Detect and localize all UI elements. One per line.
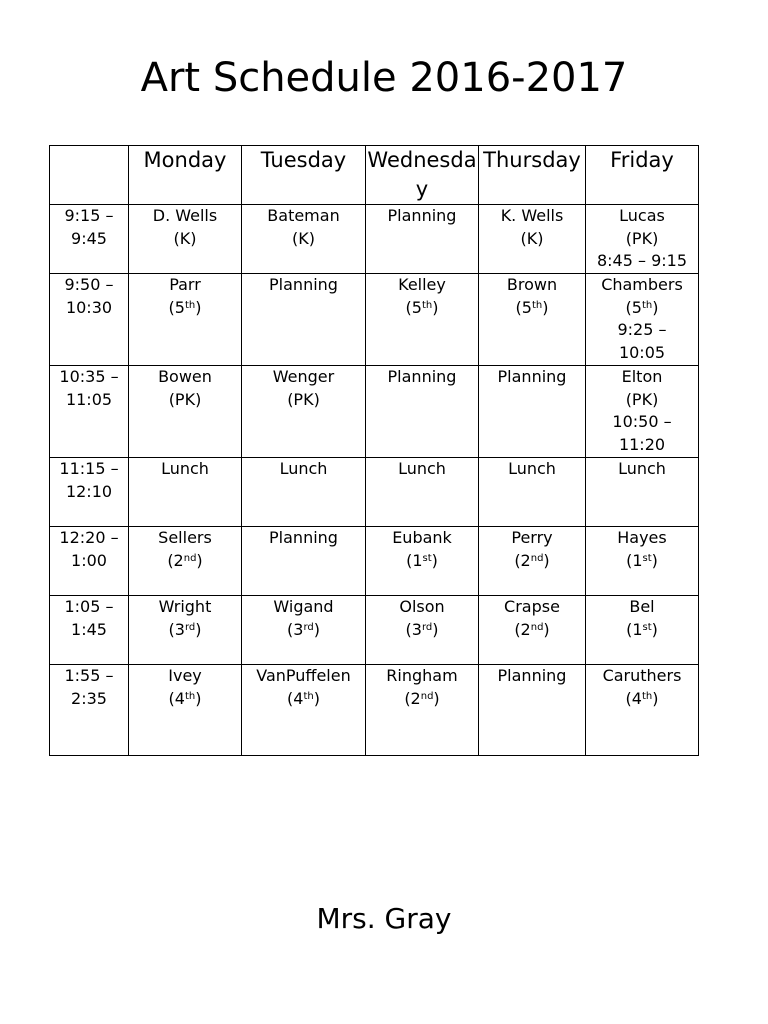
class-cell-tuesday (242, 527, 366, 596)
class-cell-line (586, 434, 698, 457)
line-text: Bateman (267, 206, 340, 225)
class-cell-thursday (479, 205, 586, 274)
class-cell-line (242, 205, 365, 228)
line-text: Wenger (272, 367, 335, 386)
line-text: (5 (168, 297, 185, 317)
class-cell-line (586, 228, 698, 251)
grade-ordinal-suffix: nd (530, 621, 544, 633)
line-text-closing: ) (542, 297, 549, 317)
class-cell-line (366, 619, 478, 642)
class-cell-monday (129, 274, 242, 366)
class-cell-wednesday (366, 458, 479, 527)
class-cell-line (479, 527, 585, 550)
class-cell-wednesday (366, 366, 479, 458)
class-cell-tuesday (242, 458, 366, 527)
grade-ordinal-suffix: st (422, 552, 432, 564)
line-text: VanPuffelen (256, 666, 351, 685)
class-cell-wednesday (366, 274, 479, 366)
teacher-name: Mrs. Gray (316, 902, 452, 935)
day-header-monday: Monday (129, 146, 242, 205)
table-row (50, 458, 699, 527)
class-cell-monday (129, 596, 242, 665)
class-cell-line (586, 688, 698, 711)
line-text-closing: ) (432, 619, 439, 639)
class-cell-line (366, 596, 478, 619)
line-text: 11:20 (618, 434, 666, 454)
class-cell-line (242, 389, 365, 412)
day-header-tuesday: Tuesday (242, 146, 366, 205)
class-cell-line (242, 665, 365, 688)
grade-ordinal-suffix: rd (184, 621, 196, 633)
class-cell-thursday (479, 665, 586, 756)
line-text: (5 (405, 297, 422, 317)
line-text: Lunch (161, 459, 209, 478)
line-text: Lunch (618, 459, 666, 478)
class-cell-line (586, 297, 698, 320)
class-cell-line (586, 205, 698, 228)
grade-ordinal-suffix: th (531, 299, 543, 311)
line-text-closing: ) (652, 688, 659, 708)
day-header-wednesday: Wednesday (366, 146, 479, 205)
class-cell-line (586, 619, 698, 642)
class-cell-tuesday (242, 665, 366, 756)
line-text-closing: ) (652, 297, 659, 317)
class-cell-line (586, 342, 698, 365)
line-text: Bowen (158, 367, 212, 386)
line-text: (PK) (625, 389, 659, 409)
grade-ordinal-suffix: st (642, 552, 652, 564)
class-cell-tuesday (242, 366, 366, 458)
class-cell-line (586, 550, 698, 573)
class-cell-line (129, 527, 241, 550)
class-cell-line (479, 228, 585, 251)
line-text: (PK) (168, 389, 202, 409)
grade-ordinal-suffix: th (303, 690, 314, 702)
line-text: Caruthers (602, 666, 682, 685)
class-cell-line (129, 366, 241, 389)
line-text: Lucas (619, 206, 665, 225)
class-cell-wednesday (366, 665, 479, 756)
class-cell-line (366, 550, 478, 573)
line-text: (1 (626, 619, 643, 639)
time-slot-cell: 9:50 – 10:30 (50, 274, 129, 366)
line-text: 10:05 (618, 342, 666, 362)
class-cell-line (479, 274, 585, 297)
line-text: Ringham (386, 666, 458, 685)
class-cell-friday (586, 274, 699, 366)
line-text: (4 (287, 688, 304, 708)
line-text-closing: ) (543, 619, 550, 639)
day-header-friday: Friday (586, 146, 699, 205)
line-text: (2 (167, 550, 184, 570)
line-text: Lunch (279, 459, 328, 478)
line-text-closing: ) (433, 688, 440, 708)
class-cell-line (242, 458, 365, 481)
line-text: Planning (269, 528, 338, 547)
class-cell-friday (586, 527, 699, 596)
line-text-closing: ) (431, 550, 438, 570)
class-cell-line (479, 596, 585, 619)
line-text: Planning (497, 666, 567, 685)
class-cell-line (586, 527, 698, 550)
class-cell-line (366, 527, 478, 550)
class-cell-line (129, 205, 241, 228)
class-cell-line (242, 619, 365, 642)
class-cell-line (366, 688, 478, 711)
line-text: (5 (625, 297, 642, 317)
line-text: (4 (168, 688, 185, 708)
class-cell-line (586, 596, 698, 619)
class-cell-line (479, 550, 585, 573)
class-cell-wednesday (366, 596, 479, 665)
class-cell-line (129, 688, 241, 711)
class-cell-line (129, 297, 241, 320)
class-cell-line (586, 458, 698, 481)
corner-cell (50, 146, 129, 205)
class-cell-monday (129, 205, 242, 274)
line-text: (K) (173, 228, 197, 248)
line-text: (5 (515, 297, 532, 317)
line-text: Parr (169, 275, 201, 294)
class-cell-line (479, 619, 585, 642)
class-cell-tuesday (242, 274, 366, 366)
class-cell-line (366, 458, 478, 481)
grade-ordinal-suffix: th (184, 690, 196, 702)
class-cell-line (479, 366, 585, 389)
line-text: Lunch (398, 459, 446, 478)
class-cell-line (479, 665, 585, 688)
table-row (50, 205, 699, 274)
time-slot-cell: 10:35 – 11:05 (50, 366, 129, 458)
line-text: (1 (626, 550, 643, 570)
line-text-closing: ) (313, 688, 320, 708)
class-cell-thursday (479, 366, 586, 458)
line-text: 10:50 – (612, 412, 672, 431)
class-cell-line (242, 688, 365, 711)
line-text: (PK) (625, 228, 659, 248)
line-text: Planning (387, 367, 457, 386)
page-title: Art Schedule 2016-2017 (140, 55, 628, 101)
line-text: Olson (399, 597, 445, 616)
time-slot-cell: 1:55 – 2:35 (50, 665, 129, 756)
class-cell-line (242, 366, 365, 389)
class-cell-line (586, 366, 698, 389)
table-row (50, 665, 699, 756)
class-cell-line (129, 550, 241, 573)
class-cell-friday (586, 366, 699, 458)
grade-ordinal-suffix: rd (421, 621, 433, 633)
line-text: Hayes (617, 528, 667, 547)
line-text: Ivey (168, 666, 202, 685)
class-cell-line (366, 274, 478, 297)
class-cell-line (366, 665, 478, 688)
class-cell-thursday (479, 458, 586, 527)
grade-ordinal-suffix: th (421, 299, 433, 311)
line-text: (PK) (287, 389, 320, 409)
time-slot-cell: 12:20 – 1:00 (50, 527, 129, 596)
class-cell-line (242, 596, 365, 619)
class-cell-friday (586, 458, 699, 527)
line-text: (1 (406, 550, 423, 570)
class-cell-line (586, 274, 698, 297)
line-text-closing: ) (651, 619, 658, 639)
line-text: Lunch (508, 459, 556, 478)
table-row (50, 366, 699, 458)
class-cell-friday (586, 596, 699, 665)
class-cell-line (366, 297, 478, 320)
line-text: (K) (520, 228, 544, 248)
class-cell-monday (129, 665, 242, 756)
line-text: Planning (497, 367, 567, 386)
line-text: (4 (625, 688, 642, 708)
class-cell-line (366, 366, 478, 389)
line-text-closing: ) (543, 550, 550, 570)
grade-ordinal-suffix: nd (530, 552, 544, 564)
table-row (50, 274, 699, 366)
line-text: K. Wells (500, 206, 564, 225)
table-row (50, 596, 699, 665)
line-text: 8:45 – 9:15 (596, 251, 688, 270)
class-cell-wednesday (366, 527, 479, 596)
line-text-closing: ) (196, 550, 203, 570)
class-cell-line (586, 319, 698, 342)
line-text: Crapse (504, 597, 560, 616)
time-slot-cell: 9:15 – 9:45 (50, 205, 129, 274)
table-row (50, 527, 699, 596)
class-cell-monday (129, 527, 242, 596)
class-cell-line (586, 665, 698, 688)
class-cell-thursday (479, 274, 586, 366)
line-text: Bel (629, 597, 655, 616)
grade-ordinal-suffix: th (641, 690, 653, 702)
line-text: Brown (506, 275, 558, 294)
grade-ordinal-suffix: th (641, 299, 653, 311)
line-text: (3 (168, 619, 185, 639)
class-cell-wednesday (366, 205, 479, 274)
class-cell-thursday (479, 596, 586, 665)
line-text: Eubank (392, 528, 452, 547)
line-text-closing: ) (195, 297, 202, 317)
grade-ordinal-suffix: st (642, 621, 652, 633)
class-cell-monday (129, 366, 242, 458)
grade-ordinal-suffix: nd (183, 552, 197, 564)
line-text: (3 (405, 619, 422, 639)
class-cell-friday (586, 205, 699, 274)
grade-ordinal-suffix: nd (420, 690, 434, 702)
class-cell-line (129, 619, 241, 642)
line-text-closing: ) (432, 297, 439, 317)
class-cell-line (586, 411, 698, 434)
class-cell-monday (129, 458, 242, 527)
line-text: (2 (514, 550, 531, 570)
class-cell-line (129, 596, 241, 619)
class-cell-tuesday (242, 205, 366, 274)
line-text: Wright (158, 597, 212, 616)
class-cell-line (129, 228, 241, 251)
line-text: (3 (287, 619, 304, 639)
class-cell-line (129, 274, 241, 297)
line-text-closing: ) (313, 619, 320, 639)
header-row (50, 146, 699, 205)
grade-ordinal-suffix: th (184, 299, 196, 311)
line-text-closing: ) (195, 688, 202, 708)
line-text: 9:25 – (617, 320, 667, 339)
schedule-table (49, 145, 699, 756)
day-header-thursday: Thursday (479, 146, 586, 205)
grade-ordinal-suffix: rd (303, 621, 314, 633)
line-text-closing: ) (651, 550, 658, 570)
time-slot-cell: 1:05 – 1:45 (50, 596, 129, 665)
line-text: Perry (511, 528, 553, 547)
class-cell-line (242, 274, 365, 297)
class-cell-line (479, 297, 585, 320)
class-cell-line (586, 389, 698, 412)
line-text: (2 (514, 619, 531, 639)
class-cell-line (242, 228, 365, 251)
line-text: D. Wells (152, 206, 218, 225)
class-cell-line (366, 205, 478, 228)
line-text: Planning (387, 206, 457, 225)
class-cell-line (479, 458, 585, 481)
class-cell-tuesday (242, 596, 366, 665)
class-cell-line (129, 389, 241, 412)
class-cell-thursday (479, 527, 586, 596)
line-text: Chambers (601, 275, 683, 294)
line-text: (K) (292, 228, 315, 248)
time-slot-cell: 11:15 – 12:10 (50, 458, 129, 527)
line-text: Elton (621, 367, 663, 386)
class-cell-line (129, 458, 241, 481)
line-text-closing: ) (195, 619, 202, 639)
line-text: Planning (269, 275, 338, 294)
line-text: Kelley (398, 275, 446, 294)
class-cell-line (129, 665, 241, 688)
class-cell-line (242, 527, 365, 550)
line-text: (2 (404, 688, 421, 708)
class-cell-line (586, 250, 698, 273)
line-text: Wigand (273, 597, 334, 616)
line-text: Sellers (158, 528, 212, 547)
class-cell-friday (586, 665, 699, 756)
class-cell-line (479, 205, 585, 228)
